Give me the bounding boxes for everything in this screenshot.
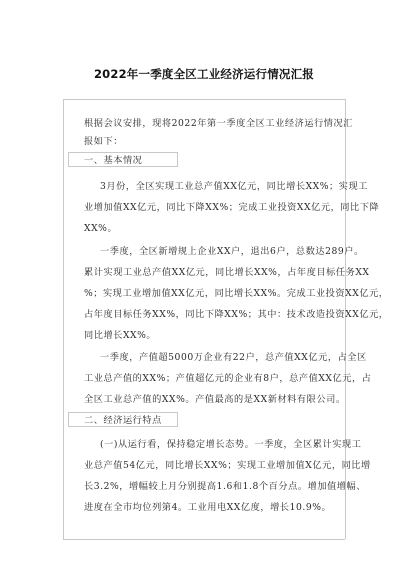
frame-left-line	[63, 99, 64, 539]
body-line: XX%。	[84, 223, 118, 234]
frame-top-line	[63, 99, 345, 100]
body-line: 业增加值XX亿元，同比下降XX%；完成工业投资XX亿元，同比下降	[84, 202, 380, 213]
body-line: 占年度目标任务XX%，同比下降XX%；其中：技术改造投资XX亿元，	[84, 309, 389, 320]
body-line: 工业总产值的XX%；产值超亿元的企业有8户，总产值XX亿元，占	[84, 373, 372, 384]
body-line: 根据会议安排，现将2022年第一季度全区工业经济运行情况汇	[84, 118, 354, 129]
body-line: 长3.2%，增幅较上月分别提高1.6和1.8个百分点。增加值增幅、	[84, 481, 367, 492]
body-line: 报如下：	[84, 136, 123, 147]
body-line: %；实现工业增加值XX亿元，同比增长XX%。完成工业投资XX亿元，	[84, 288, 389, 299]
body-line: 一季度，全区新增规上企业XX户，退出6户，总数达289户。	[100, 246, 364, 257]
section-heading: 二、经济运行特点	[84, 415, 162, 426]
body-line: 同比增长XX%。	[84, 330, 157, 341]
body-line: 3月份，全区实现工业总产值XX亿元，同比增长XX%；实现工	[100, 181, 368, 192]
body-line: 全区工业总产值的XX%。产值最高的是XX新材料有限公司。	[84, 394, 346, 405]
body-line: 一季度，产值超5000万企业有22户，总产值XX亿元，占全区	[100, 352, 367, 363]
body-line: (一)从运行看，保持稳定增长态势。一季度，全区累计实现工	[100, 439, 362, 450]
body-line: 业总产值54亿元，同比增长XX%；实现工业增加值X亿元，同比增	[84, 460, 371, 471]
frame-bottom-line	[63, 539, 345, 540]
body-line: 进度在全市均位列第4。工业用电XX亿度，增长10.9%。	[84, 502, 332, 513]
body-line: 累计实现工业总产值XX亿元，同比增长XX%，占年度目标任务XX	[84, 267, 370, 278]
document-title: 2022年一季度全区工业经济运行情况汇报	[93, 67, 314, 81]
section-heading: 一、基本情况	[84, 155, 143, 166]
